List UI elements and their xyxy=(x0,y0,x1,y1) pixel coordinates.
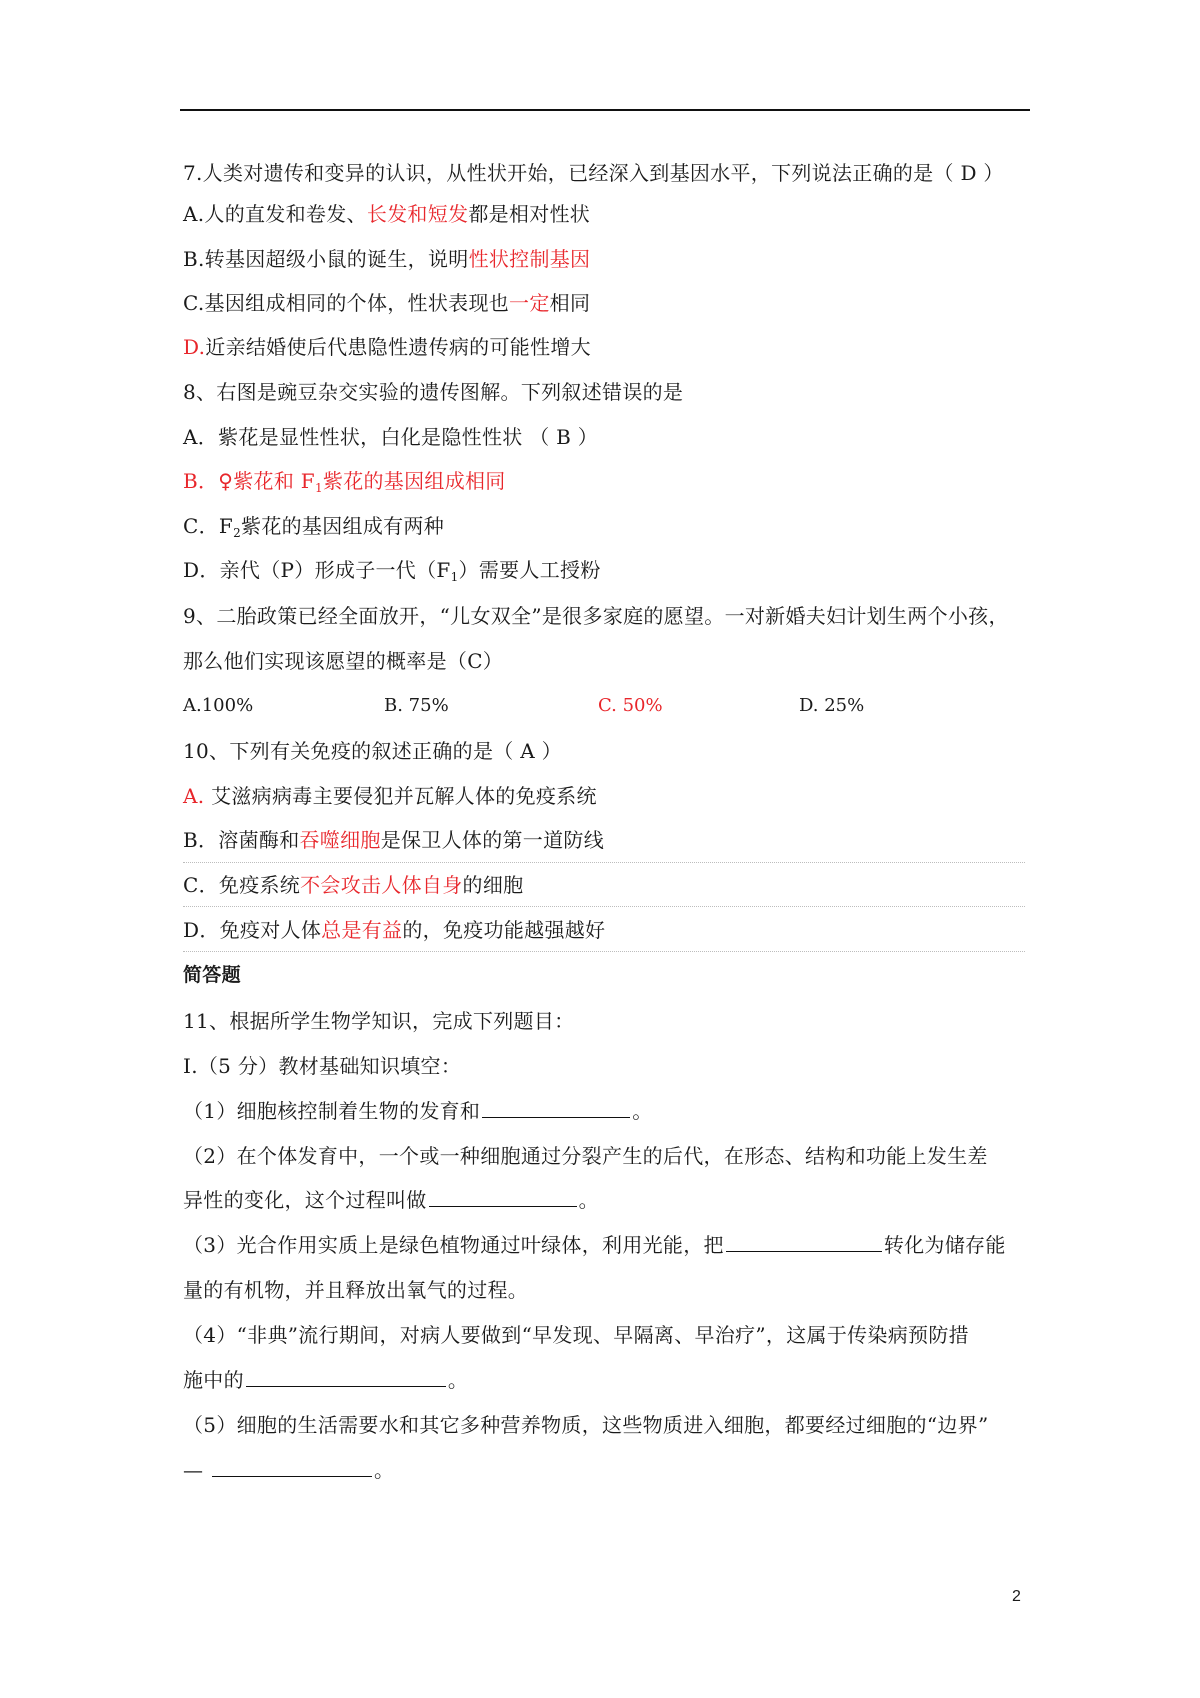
dotted-separator xyxy=(183,951,1025,952)
answer-blank xyxy=(726,1233,882,1252)
q11-stem: 11、根据所学生物学知识，完成下列题目： xyxy=(183,1009,575,1033)
q11-sub-3-line1: （3）光合作用实质上是绿色植物通过叶绿体，利用光能，把 转化为储存能 xyxy=(183,1233,1006,1257)
q9-stem-line2: 那么他们实现该愿望的概率是（C） xyxy=(183,649,504,673)
q11-sub-3-line2: 量的有机物，并且释放出氧气的过程。 xyxy=(183,1278,529,1302)
q8-option-c: C．$F_2$紫花的基因组成有两种 xyxy=(183,514,445,540)
q11-sub-2-line1: （2）在个体发育中，一个或一种细胞通过分裂产生的后代，在形态、结构和功能上发生差 xyxy=(183,1144,988,1168)
answer-blank xyxy=(429,1188,577,1207)
q9-option-d: D. 25% xyxy=(799,695,865,716)
header-rule xyxy=(180,109,1030,111)
q10-stem: 10、下列有关免疫的叙述正确的是（ A ） xyxy=(183,739,562,763)
q7-option-c: C.基因组成相同的个体，性状表现也一定相同 xyxy=(183,291,591,315)
q10-option-c: C．免疫系统不会攻击人体自身的细胞 xyxy=(183,873,524,897)
q9-option-c: C. 50% xyxy=(598,695,663,716)
answer-blank xyxy=(482,1099,630,1118)
q11-sub-2-line2: 异性的变化，这个过程叫做 。 xyxy=(183,1188,599,1212)
q7-option-d: D.近亲结婚使后代患隐性遗传病的可能性增大 xyxy=(183,335,591,359)
q7-stem: 7.人类对遗传和变异的认识，从性状开始，已经深入到基因水平，下列说法正确的是（ D ） xyxy=(183,161,1004,185)
q10-option-b: B．溶菌酶和吞噬细胞是保卫人体的第一道防线 xyxy=(183,828,605,852)
q11-sub-5-line1: （5）细胞的生活需要水和其它多种营养物质，这些物质进入细胞，都要经过细胞的“边界” xyxy=(183,1413,989,1437)
answer-blank xyxy=(246,1368,446,1387)
q10-option-a: A. 艾滋病病毒主要侵犯并瓦解人体的免疫系统 xyxy=(183,784,597,808)
section-title: 简答题 xyxy=(183,964,241,986)
answer-blank xyxy=(212,1458,372,1477)
page-number: 2 xyxy=(1012,1588,1021,1605)
q8-option-b: B．♀紫花和 $F_1$紫花的基因组成相同 xyxy=(183,469,506,495)
q11-sub-4-line2: 施中的 。 xyxy=(183,1368,469,1392)
dotted-separator xyxy=(183,906,1025,907)
q11-sub-1: （1）细胞核控制着生物的发育和 。 xyxy=(183,1099,653,1123)
q7-option-a: A.人的直发和卷发、长发和短发都是相对性状 xyxy=(183,202,591,226)
q9-option-b: B. 75% xyxy=(384,695,449,716)
q11-sub-4-line1: （4）“非典”流行期间，对病人要做到“早发现、早隔离、早治疗”，这属于传染病预防措 xyxy=(183,1323,969,1347)
q11-sub-5-line2: — 。 xyxy=(183,1458,395,1482)
dotted-separator xyxy=(183,862,1025,863)
q11-part-one: Ⅰ.（5 分）教材基础知识填空： xyxy=(183,1054,462,1078)
q9-stem-line1: 9、二胎政策已经全面放开，“儿女双全”是很多家庭的愿望。一对新婚夫妇计划生两个小孩， xyxy=(183,604,1009,628)
q9-option-a: A.100% xyxy=(183,695,254,716)
q8-stem: 8、右图是豌豆杂交实验的遗传图解。下列叙述错误的是 xyxy=(183,380,684,404)
q8-option-a: A．紫花是显性性状，白化是隐性性状 （ B ） xyxy=(183,425,599,449)
q10-option-d: D．免疫对人体总是有益的，免疫功能越强越好 xyxy=(183,918,606,942)
q8-option-d: D．亲代（P）形成子一代$(F_1)$需要人工授粉 xyxy=(183,558,601,584)
q7-option-b: B.转基因超级小鼠的诞生，说明性状控制基因 xyxy=(183,247,591,271)
